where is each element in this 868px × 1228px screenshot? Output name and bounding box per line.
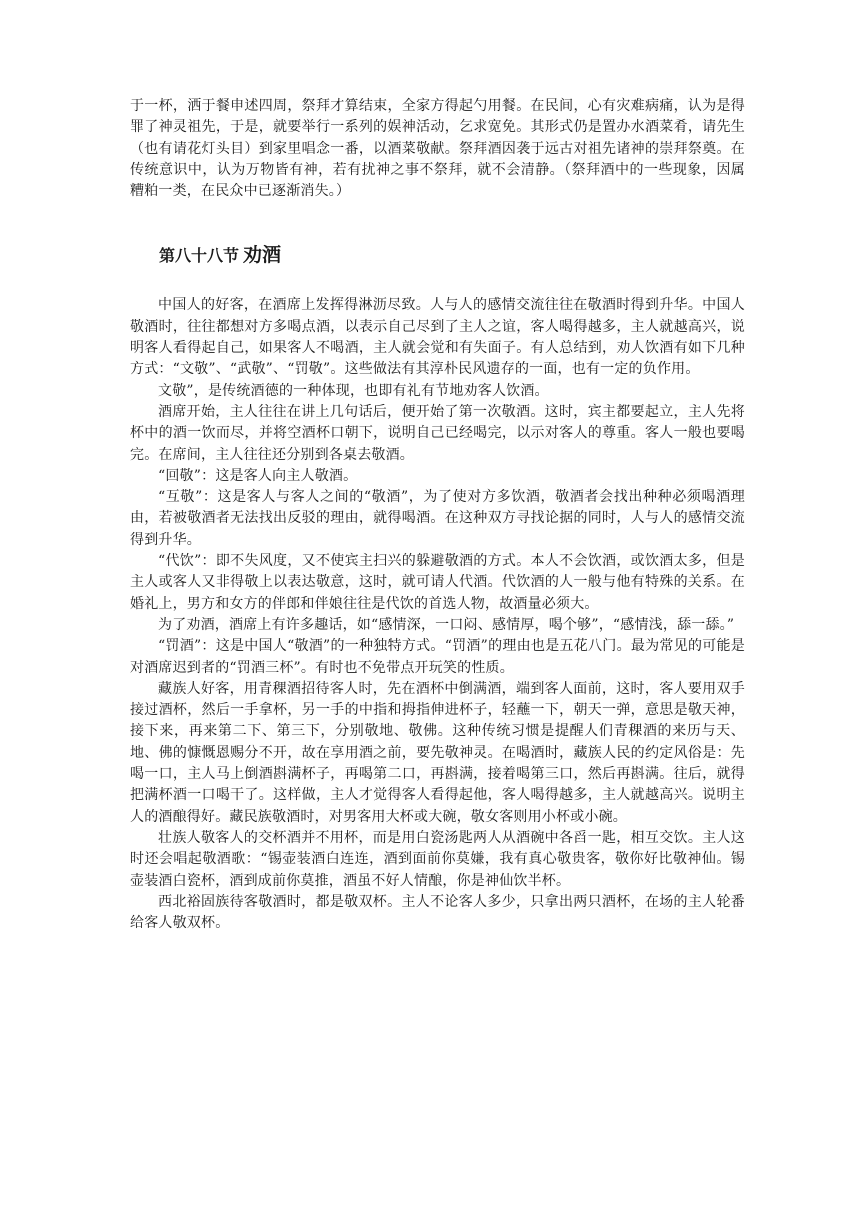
paragraph-fajiu: “罚酒”：这是中国人“敬酒”的一种独特方式。“罚酒”的理由也是五花八门。最为常见的可能是对酒席迟到者的“罚酒三杯”。有时也不免带点开玩笑的性质。 [130, 638, 745, 676]
paragraph-huijing: “回敬”：这是客人向主人敬酒。 [158, 467, 358, 484]
intro-paragraph: 于一杯，洒于餐申述四周，祭拜才算结束，全家方得起勺用餐。在民间，心有灾难病痛，认为是得罪了神灵祖先，于是，就要举行一系列的娱神活动，乞求宽免。其形式仍是置办水酒菜肴，请先生（也有请花灯头目）到家里唱念一番，以酒菜敬献。祭拜酒因袭于远古对祖先诸神的崇拜祭奠。在传统意识中，认为万物皆有神，若有扰神之事不祭拜，就不会清静。（祭拜酒中的一些现象，因属糟粕一类，在民众中已逐渐消失。） [130, 98, 745, 200]
section-number: 第八十八节 [159, 246, 240, 266]
paragraph-hospitality: 中国人的好客，在酒席上发挥得淋沥尽致。人与人的感情交流往往在敬酒时得到升华。中国人敬酒时，往往都想对方多喝点酒，以表示自己尽到了主人之谊，客人喝得越多，主人就越高兴，说明客人看得起自己，如果客人不喝酒，主人就会觉和有失面子。有人总结到，劝人饮酒有如下几种方式：“文敬”、“武敬”、“罚敬”。这些做法有其淳朴民风遗存的一面，也有一定的负作用。 [130, 297, 745, 378]
section-title: 劝酒 [243, 244, 282, 267]
paragraph-zhuang: 壮族人敬客人的交杯酒并不用杯，而是用白瓷汤匙两人从酒碗中各舀一匙，相互交饮。主人这时还会唱起敬酒歌：“锡壶装酒白连连，酒到面前你莫嫌，我有真心敬贵客，敬你好比敬神仙。锡壶装酒白瓷杯，酒到成前你莫推，酒虽不好人情酿，你是神仙饮半杯。 [130, 829, 745, 889]
document-page [130, 96, 745, 934]
paragraph-yugur: 西北裕固族待客敬酒时，都是敬双杯。主人不论客人多少，只拿出两只酒杯，在场的主人轮番给客人敬双杯。 [130, 893, 745, 932]
paragraph-hujing: “互敬”：这是客人与客人之间的“敬酒”，为了使对方多饮酒，敬酒者会找出种种必须喝酒理由，若被敬酒者无法找出反驳的理由，就得喝酒。在这种双方寻找论据的同时，人与人的感情交流得到升华。 [130, 489, 745, 548]
paragraph-toast-sayings: 为了劝酒，酒席上有许多趣话，如“感情深，一口闷、感情厚，喝个够”，“感情浅，舔一舔。” [158, 616, 735, 633]
paragraph-tibetan: 藏族人好客，用青稞酒招待客人时，先在酒杯中倒满酒，端到客人面前，这时，客人要用双手接过酒杯，然后一手拿杯，另一手的中指和拇指伸进杯子，轻蘸一下，朝天一弹，意思是敬天神，接下来，再来第二下、第三下，分别敬地、敬佛。这种传统习惯是提醒人们青稞酒的来历与天、地、佛的慷慨恩赐分不开，故在享用酒之前，要先敬神灵。在喝酒时，藏族人民的约定风俗是：先喝一口，主人马上倒酒斟满杯子，再喝第二口，再斟满，接着喝第三口，然后再斟满。往后，就得把满杯酒一口喝干了。这样做，主人才觉得客人看得起他，客人喝得越多，主人就越高兴。说明主人的酒酿得好。藏民族敬酒时，对男客用大杯或大碗，敬女客则用小杯或小碗。 [130, 680, 745, 825]
paragraph-wenjing: 文敬”，是传统酒德的一种体现，也即有礼有节地劝客人饮酒。 [158, 382, 549, 399]
paragraph-first-toast: 酒席开始，主人往往在讲上几句话后，便开始了第一次敬酒。这时，宾主都要起立，主人先将杯中的酒一饮而尽，并将空酒杯口朝下，说明自己已经喝完，以示对客人的尊重。客人一般也要喝完。在席间，主人往往还分别到各桌去敬酒。 [130, 403, 745, 463]
section-heading [130, 243, 745, 273]
paragraph-daiyin: “代饮”：即不失风度，又不使宾主扫兴的躲避敬酒的方式。本人不会饮酒，或饮酒太多，但是主人或客人又非得敬上以表达敬意，这时，就可请人代酒。代饮酒的人一般与他有特殊的关系。在婚礼上，男方和女方的伴郎和伴娘往往是代饮的首选人物，故酒量必须大。 [130, 553, 745, 612]
